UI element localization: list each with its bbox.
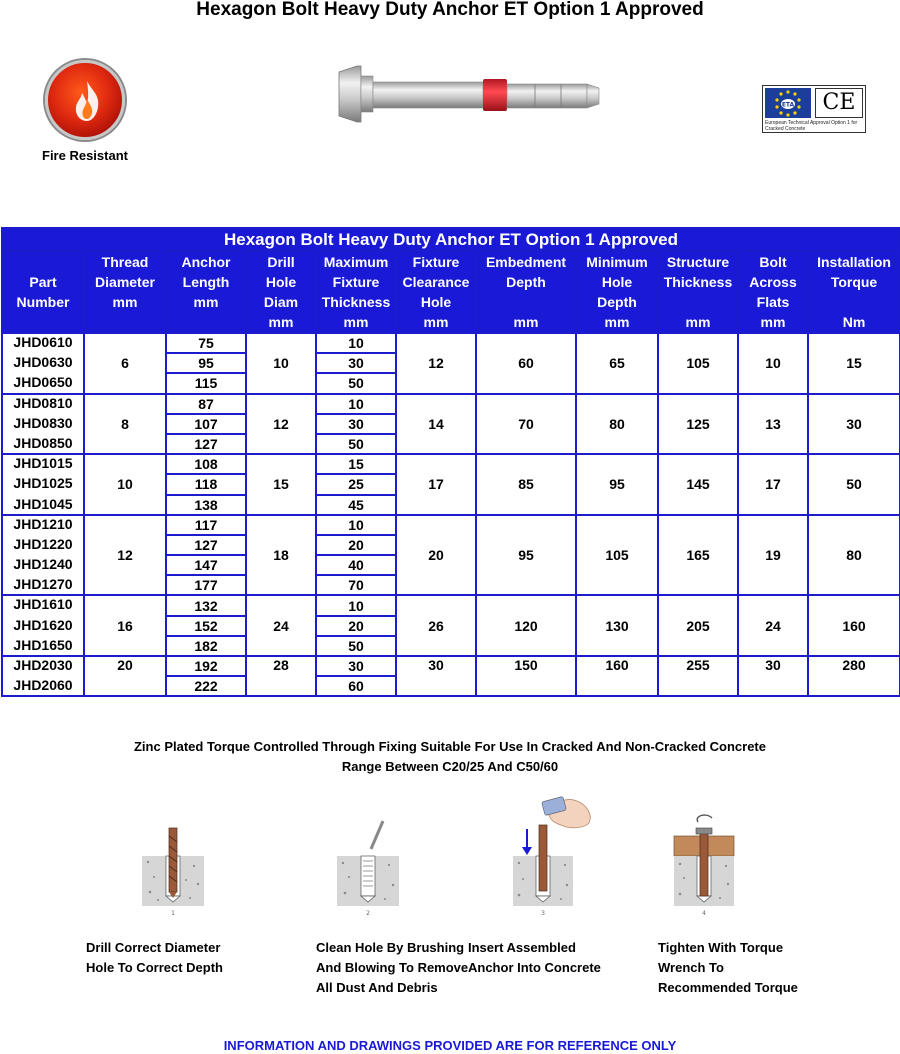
ce-mark-logo: CE <box>815 88 863 118</box>
thread-diameter-cell: 10 <box>84 454 166 515</box>
part-number: JHD0810 <box>13 394 73 411</box>
header-embedment-depth: Embedment Depth mm <box>476 251 576 333</box>
anchor-length-cell: 152 <box>166 616 246 636</box>
anchor-length-cell: 87 <box>166 394 246 414</box>
anchor-length-cell: 115 <box>166 373 246 393</box>
installation-torque-cell: 15 <box>808 333 900 394</box>
installation-torque-cell: 280 <box>808 656 900 696</box>
part-number: JHD2060 <box>13 677 73 694</box>
structure-thickness-cell: 125 <box>658 394 738 455</box>
description-line-1: Zinc Plated Torque Controlled Through Fixing Suitable For Use In Cracked And Non-Cracked Concrete <box>133 739 766 754</box>
anchor-length-cell: 117 <box>166 515 246 535</box>
bolt-across-flats-cell: 30 <box>738 656 808 696</box>
anchor-length-cell: 75 <box>166 333 246 353</box>
thread-diameter-cell: 20 <box>84 656 166 696</box>
minimum-hole-depth-cell: 95 <box>576 454 658 515</box>
installation-torque-cell: 80 <box>808 515 900 596</box>
header-part-number: Part Number <box>2 251 84 333</box>
part-number: JHD1650 <box>13 636 73 653</box>
minimum-hole-depth-cell: 80 <box>576 394 658 455</box>
max-fixture-thickness-cell: 10 <box>316 515 396 535</box>
max-fixture-thickness-cell: 10 <box>316 333 396 353</box>
fire-icon <box>45 60 125 140</box>
reference-disclaimer: INFORMATION AND DRAWINGS PROVIDED ARE FOR REFERENCE ONLY <box>223 1038 677 1053</box>
drill-hole-diam-cell: 18 <box>246 515 316 596</box>
table-row <box>2 515 900 535</box>
installation-torque-cell: 50 <box>808 454 900 515</box>
table-title: Hexagon Bolt Heavy Duty Anchor ET Option 1 Approved <box>2 228 900 251</box>
step-2-caption: Clean Hole By Brushing And Blowing To Remove All Dust And Debris <box>316 940 469 995</box>
anchor-length-cell: 95 <box>166 353 246 373</box>
anchor-length-cell: 132 <box>166 595 246 615</box>
max-fixture-thickness-cell: 15 <box>316 454 396 474</box>
fixture-clearance-hole-cell: 26 <box>396 595 476 656</box>
anchor-length-cell: 138 <box>166 495 246 515</box>
header-max-fixture-thickness: Maximum Fixture Thickness mm <box>316 251 396 333</box>
minimum-hole-depth-cell: 160 <box>576 656 658 696</box>
max-fixture-thickness-cell: 50 <box>316 636 396 656</box>
embedment-depth-cell: 85 <box>476 454 576 515</box>
drill-hole-diam-cell: 15 <box>246 454 316 515</box>
part-number: JHD1045 <box>13 495 73 512</box>
installation-torque-cell: 30 <box>808 394 900 455</box>
max-fixture-thickness-cell: 40 <box>316 555 396 575</box>
step-3-number: 3 <box>541 910 545 917</box>
fixture-clearance-hole-cell: 30 <box>396 656 476 696</box>
part-number: JHD0830 <box>13 414 73 431</box>
bolt-across-flats-cell: 13 <box>738 394 808 455</box>
max-fixture-thickness-cell: 70 <box>316 575 396 595</box>
step-4-caption: Tighten With Torque Wrench To Recommended Torque <box>658 940 798 995</box>
max-fixture-thickness-cell: 45 <box>316 495 396 515</box>
table-row <box>2 454 900 474</box>
table-row <box>2 595 900 615</box>
max-fixture-thickness-cell: 30 <box>316 353 396 373</box>
embedment-depth-cell: 120 <box>476 595 576 656</box>
part-number: JHD1270 <box>13 576 73 593</box>
structure-thickness-cell: 165 <box>658 515 738 596</box>
anchor-length-cell: 222 <box>166 676 246 696</box>
anchor-length-cell: 127 <box>166 434 246 454</box>
eta-approval-text: European Technical Approval Option 1 for Cracked Concrete <box>765 120 858 132</box>
header-anchor-length: Anchor Length mm <box>166 251 246 333</box>
thread-diameter-cell: 16 <box>84 595 166 656</box>
bolt-across-flats-cell: 24 <box>738 595 808 656</box>
header-thread-diameter: Thread Diameter mm <box>84 251 166 333</box>
anchor-length-cell: 177 <box>166 575 246 595</box>
part-number-cell <box>2 394 84 455</box>
anchor-bolt-image <box>335 62 605 128</box>
part-number: JHD0610 <box>13 334 73 350</box>
minimum-hole-depth-cell: 65 <box>576 333 658 394</box>
thread-diameter-cell: 6 <box>84 333 166 394</box>
drill-hole-diam-cell: 24 <box>246 595 316 656</box>
step-4-number: 4 <box>702 910 706 917</box>
anchor-length-cell: 107 <box>166 414 246 434</box>
svg-text:ETA: ETA <box>781 101 795 109</box>
fixture-clearance-hole-cell: 17 <box>396 454 476 515</box>
header-fixture-clearance-hole: Fixture Clearance Hole mm <box>396 251 476 333</box>
part-number-cell <box>2 454 84 515</box>
step-1-number: 1 <box>171 910 175 917</box>
header-drill-hole-diam: Drill Hole Diam mm <box>246 251 316 333</box>
part-number: JHD1210 <box>13 515 73 532</box>
header-installation-torque: Installation Torque Nm <box>808 251 900 333</box>
installation-torque-cell: 160 <box>808 595 900 656</box>
part-number: JHD1620 <box>13 616 73 633</box>
thread-diameter-cell: 12 <box>84 515 166 596</box>
max-fixture-thickness-cell: 60 <box>316 676 396 696</box>
part-number-cell <box>2 656 84 696</box>
step-2-number: 2 <box>366 910 370 917</box>
header-minimum-hole-depth: Minimum Hole Depth mm <box>576 251 658 333</box>
part-number: JHD1025 <box>13 475 73 492</box>
step-4-tighten-illustration <box>670 812 740 918</box>
bolt-across-flats-cell: 19 <box>738 515 808 596</box>
table-row <box>2 333 900 353</box>
structure-thickness-cell: 105 <box>658 333 738 394</box>
part-number-cell <box>2 515 84 596</box>
embedment-depth-cell: 60 <box>476 333 576 394</box>
step-1-caption: Drill Correct Diameter Hole To Correct Depth <box>86 940 223 975</box>
embedment-depth-cell: 95 <box>476 515 576 596</box>
fixture-clearance-hole-cell: 20 <box>396 515 476 596</box>
max-fixture-thickness-cell: 30 <box>316 656 396 676</box>
header-bolt-across-flats: Bolt Across Flats mm <box>738 251 808 333</box>
fire-resistant-badge <box>30 60 140 163</box>
product-description <box>0 737 900 777</box>
part-number: JHD0850 <box>13 434 73 451</box>
max-fixture-thickness-cell: 10 <box>316 394 396 414</box>
step-1-drill-illustration <box>140 822 206 918</box>
description-line-2: Range Between C20/25 And C50/60 <box>341 759 559 774</box>
structure-thickness-cell: 145 <box>658 454 738 515</box>
anchor-length-cell: 127 <box>166 535 246 555</box>
max-fixture-thickness-cell: 50 <box>316 434 396 454</box>
anchor-specification-table <box>1 227 900 697</box>
anchor-length-cell: 108 <box>166 454 246 474</box>
table-header-row <box>2 251 900 333</box>
fixture-clearance-hole-cell: 14 <box>396 394 476 455</box>
part-number-cell <box>2 333 84 394</box>
table-row <box>2 394 900 414</box>
thread-diameter-cell: 8 <box>84 394 166 455</box>
fire-resistant-label: Fire Resistant <box>42 148 128 163</box>
minimum-hole-depth-cell: 105 <box>576 515 658 596</box>
structure-thickness-cell: 255 <box>658 656 738 696</box>
part-number: JHD2030 <box>13 657 73 673</box>
page-title: Hexagon Bolt Heavy Duty Anchor ET Option 1 Approved <box>196 0 704 20</box>
part-number: JHD0650 <box>13 374 73 391</box>
anchor-length-cell: 182 <box>166 636 246 656</box>
table-body <box>2 333 900 696</box>
step-3-caption: Insert Assembled Anchor Into Concrete <box>468 940 601 975</box>
eta-eu-stars-logo <box>765 88 811 118</box>
max-fixture-thickness-cell: 20 <box>316 616 396 636</box>
drill-hole-diam-cell: 12 <box>246 394 316 455</box>
bolt-across-flats-cell: 17 <box>738 454 808 515</box>
structure-thickness-cell: 205 <box>658 595 738 656</box>
anchor-length-cell: 118 <box>166 474 246 494</box>
part-number: JHD0630 <box>13 354 73 371</box>
part-number-cell <box>2 595 84 656</box>
bolt-across-flats-cell: 10 <box>738 333 808 394</box>
max-fixture-thickness-cell: 20 <box>316 535 396 555</box>
drill-hole-diam-cell: 10 <box>246 333 316 394</box>
part-number: JHD1240 <box>13 556 73 573</box>
minimum-hole-depth-cell: 130 <box>576 595 658 656</box>
header-structure-thickness: Structure Thickness mm <box>658 251 738 333</box>
part-number: JHD1220 <box>13 535 73 552</box>
fixture-clearance-hole-cell: 12 <box>396 333 476 394</box>
drill-hole-diam-cell: 28 <box>246 656 316 696</box>
embedment-depth-cell: 150 <box>476 656 576 696</box>
ce-eta-certification-mark <box>762 85 866 133</box>
table-row <box>2 656 900 676</box>
part-number: JHD1015 <box>13 455 73 472</box>
step-3-insert-illustration <box>505 795 597 918</box>
max-fixture-thickness-cell: 25 <box>316 474 396 494</box>
anchor-length-cell: 192 <box>166 656 246 676</box>
max-fixture-thickness-cell: 10 <box>316 595 396 615</box>
part-number: JHD1610 <box>13 596 73 613</box>
max-fixture-thickness-cell: 50 <box>316 373 396 393</box>
anchor-length-cell: 147 <box>166 555 246 575</box>
embedment-depth-cell: 70 <box>476 394 576 455</box>
step-2-brush-illustration <box>335 815 401 918</box>
max-fixture-thickness-cell: 30 <box>316 414 396 434</box>
